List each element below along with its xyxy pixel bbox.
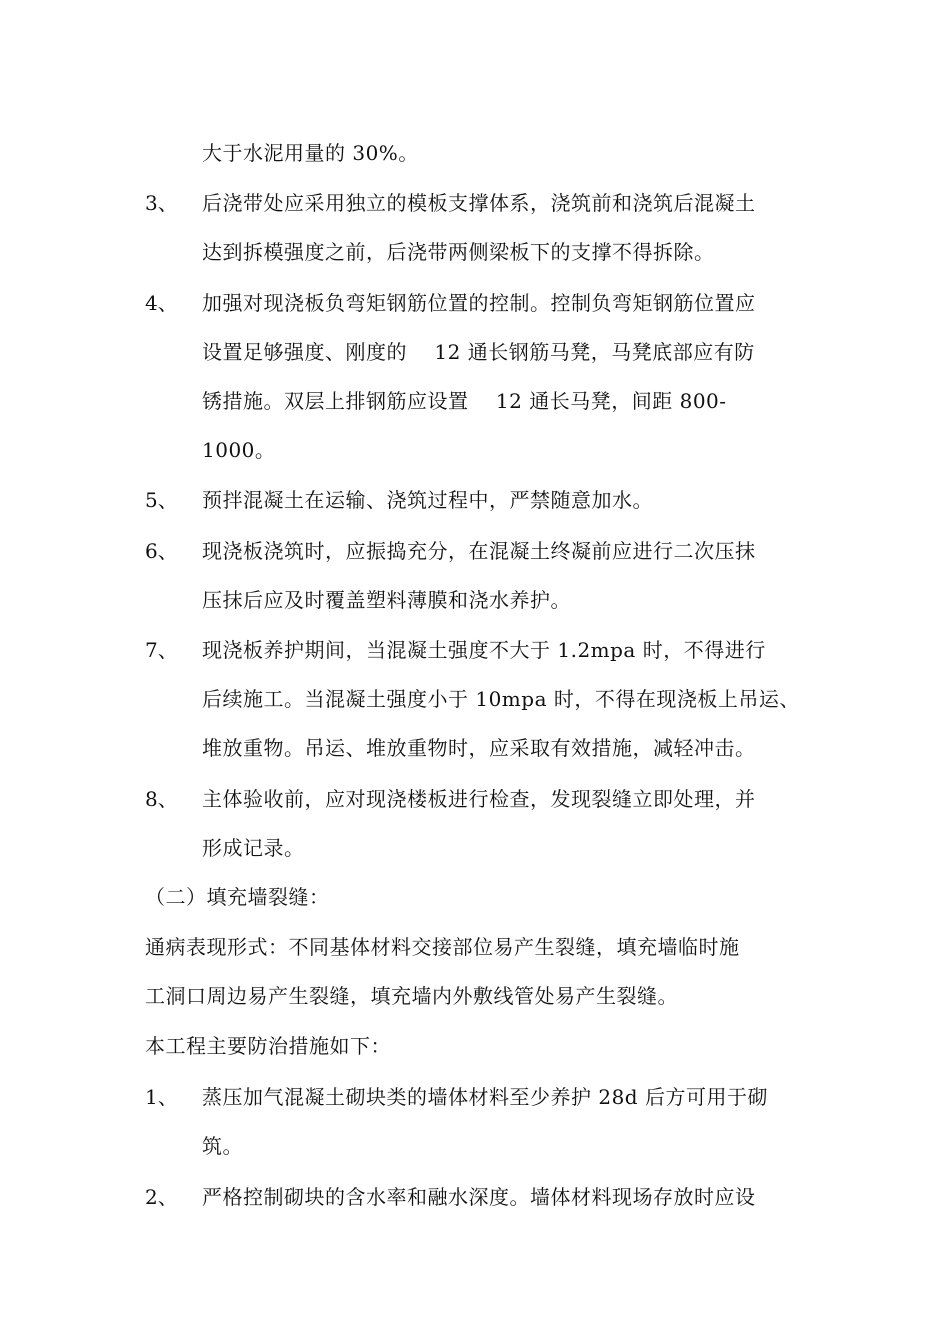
item-number: 3、 xyxy=(145,191,178,215)
item-text-line: 后续施工。当混凝土强度小于 10mpa 时，不得在现浇板上吊运、 xyxy=(202,687,800,711)
item-text-line: 达到拆模强度之前，后浇带两侧梁板下的支撑不得拆除。 xyxy=(202,240,715,264)
item-number: 1、 xyxy=(145,1085,178,1109)
item-number: 4、 xyxy=(145,291,178,315)
item-number: 5、 xyxy=(145,488,178,512)
item-text-line: 设置足够强度、刚度的 12 通长钢筋马凳，马凳底部应有防 xyxy=(202,340,755,364)
continuation-line: 大于水泥用量的 30%。 xyxy=(202,141,419,165)
item-text-line: 蒸压加气混凝土砌块类的墙体材料至少养护 28d 后方可用于砌 xyxy=(202,1085,768,1109)
item-text-line: 预拌混凝土在运输、浇筑过程中，严禁随意加水。 xyxy=(202,488,653,512)
symptom-line: 通病表现形式：不同基体材料交接部位易产生裂缝，填充墙临时施 xyxy=(145,935,740,959)
item-text-line: 主体验收前，应对现浇楼板进行检查，发现裂缝立即处理，并 xyxy=(202,787,756,811)
item-text-line: 1000。 xyxy=(202,438,276,462)
item-text-line: 筑。 xyxy=(202,1134,243,1158)
item-text-line: 现浇板养护期间，当混凝土强度不大于 1.2mpa 时，不得进行 xyxy=(202,638,766,662)
item-text-line: 堆放重物。吊运、堆放重物时，应采取有效措施，减轻冲击。 xyxy=(202,736,756,760)
item-number: 6、 xyxy=(145,539,178,563)
item-text-line: 现浇板浇筑时，应振捣充分，在混凝土终凝前应进行二次压抹 xyxy=(202,539,756,563)
item-number: 7、 xyxy=(145,638,178,662)
item-number: 2、 xyxy=(145,1185,178,1209)
section-heading: （二）填充墙裂缝： xyxy=(145,885,330,909)
measures-intro: 本工程主要防治措施如下： xyxy=(145,1034,391,1058)
item-text-line: 压抹后应及时覆盖塑料薄膜和浇水养护。 xyxy=(202,588,571,612)
item-text-line: 严格控制砌块的含水率和融水深度。墙体材料现场存放时应设 xyxy=(202,1185,756,1209)
item-number: 8、 xyxy=(145,787,178,811)
item-text-line: 形成记录。 xyxy=(202,836,305,860)
symptom-line: 工洞口周边易产生裂缝，填充墙内外敷线管处易产生裂缝。 xyxy=(145,984,678,1008)
item-text-line: 锈措施。双层上排钢筋应设置 12 通长马凳，间距 800- xyxy=(202,389,727,413)
item-text-line: 后浇带处应采用独立的模板支撑体系，浇筑前和浇筑后混凝土 xyxy=(202,191,756,215)
item-text-line: 加强对现浇板负弯矩钢筋位置的控制。控制负弯矩钢筋位置应 xyxy=(202,291,756,315)
